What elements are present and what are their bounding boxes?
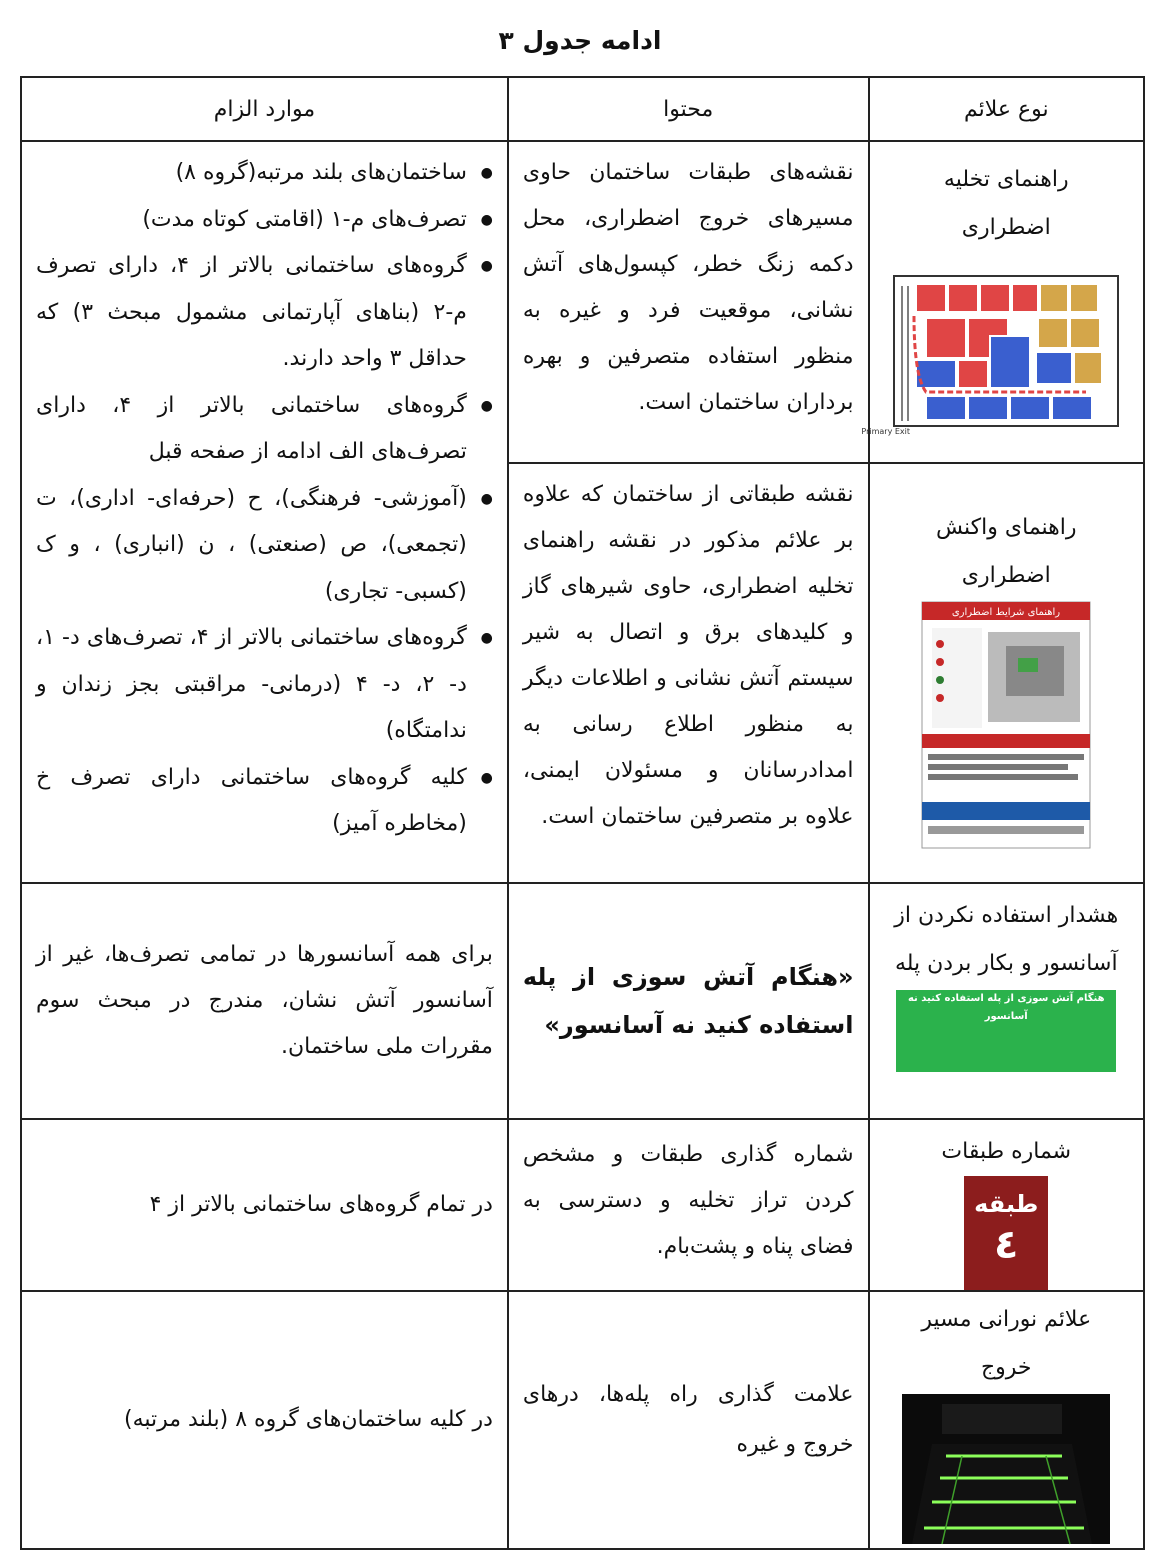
type-label: هشدار استفاده نکردن از آسانسور و بکار بردن پله xyxy=(894,903,1119,976)
table-row xyxy=(21,1119,1144,1291)
type-label: راهنمای تخلیه اضطراری xyxy=(943,167,1069,240)
list-item: ● کلیه گروه‌های ساختمانی دارای تصرف خ (مخاطره آمیز) xyxy=(36,755,493,848)
stairs-sign-image xyxy=(896,990,1116,1072)
glowing-stairs-image xyxy=(902,1394,1110,1544)
signage-table xyxy=(20,76,1145,1550)
sign-text: هنگام آتش سوزی از پله استفاده کنید نه آسانسور xyxy=(907,993,1105,1022)
type-cell xyxy=(869,1291,1144,1549)
list-item: ● تصرف‌های م-۱ (اقامتی کوتاه مدت) xyxy=(36,197,493,244)
content-text: علامت گذاری راه پله‌ها، درهای خروج و غیره xyxy=(522,1382,854,1457)
list-item: ● گروه‌های ساختمانی بالاتر از ۴، دارای تصرف م-۲ (بناهای آپارتمانی مشمول مبحث ۳) که حداقل ۳ واحد دارند. xyxy=(36,243,493,383)
list-item: ● گروه‌های ساختمانی بالاتر از ۴، تصرف‌های د- ۱، د- ۲، د- ۴ (درمانی- مراقبتی بجز زندان و ندامتگاه) xyxy=(36,615,493,755)
page-title: ادامه جدول ۳ xyxy=(498,26,662,55)
floor-number-sign xyxy=(964,1176,1048,1290)
header-type: نوع علائم xyxy=(869,77,1144,141)
type-label: راهنمای واکنش اضطراری xyxy=(936,515,1077,588)
content-cell: شماره گذاری طبقات و مشخص کردن تراز تخلیه و دسترسی به فضای پناه و پشت‌بام. xyxy=(508,1119,869,1291)
floor-sign-label: طبقه xyxy=(974,1190,1039,1218)
requirement-text: در کلیه ساختمان‌های گروه ۸ (بلند مرتبه) xyxy=(123,1407,493,1432)
table-header-row xyxy=(21,77,1144,141)
list-item: ● (آموزشی- فرهنگی)، ح (حرفه‌ای- اداری)، ت (تجمعی)، ص (صنعتی) ، ن (انباری) ، و ک (کسبی- تجاری) xyxy=(36,476,493,616)
type-cell xyxy=(869,463,1144,883)
header-requirements: موارد الزام xyxy=(21,77,508,141)
type-cell xyxy=(861,141,1144,463)
requirement-text: در تمام گروه‌های ساختمانی بالاتر از ۴ xyxy=(149,1192,493,1217)
content-cell: نقشه‌های طبقات ساختمان حاوی مسیرهای خروج اضطراری، محل دکمه زنگ خطر، کپسول‌های آتش نشانی، موقعیت فرد و غیره به منظور استفاده متصرفین و بهره برداران ساختمان است. xyxy=(508,141,869,463)
requirement-text: برای همه آسانسورها در تمامی تصرف‌ها، غیر از آسانسور آتش نشان، مندرج در مبحث سوم مقررات ملی ساختمان. xyxy=(36,942,493,1059)
requirements-list xyxy=(22,142,507,848)
content-cell xyxy=(508,1291,869,1549)
poster-title: راهنمای شرایط اضطراری xyxy=(952,607,1061,618)
emergency-poster-image xyxy=(922,602,1090,848)
table-row xyxy=(21,141,1144,463)
requirement-cell xyxy=(21,1119,508,1291)
type-cell xyxy=(869,1119,1144,1291)
header-content: محتوا xyxy=(508,77,869,141)
list-item: ● ساختمان‌های بلند مرتبه(گروه ۸) xyxy=(36,150,493,197)
table-row xyxy=(21,1291,1144,1549)
table-row xyxy=(21,883,1144,1119)
type-label: علائم نورانی مسیر خروج xyxy=(921,1307,1092,1380)
requirement-cell xyxy=(21,1291,508,1549)
type-label: شماره طبقات xyxy=(941,1139,1072,1164)
floor-sign-number: ٤ xyxy=(994,1222,1019,1268)
requirement-cell xyxy=(21,883,508,1119)
content-cell: نقشه طبقاتی از ساختمان که علاوه بر علائم مذکور در نقشه راهنمای تخلیه اضطراری، حاوی شیرهای گاز و کلیدهای برق و اتصال به شیر سیستم آتش نشانی و اطلاعات دیگر به منظور اطلاع رسانی به امدادرسانان و مسئولان ایمنی، علاوه بر متصرفین ساختمان است. xyxy=(508,463,869,883)
content-cell xyxy=(508,883,869,1119)
map-caption: Primary Exit xyxy=(861,427,911,436)
requirements-cell xyxy=(21,141,508,883)
evacuation-map-image xyxy=(861,256,1126,436)
type-cell xyxy=(869,883,1144,1119)
list-item: ● گروه‌های ساختمانی بالاتر از ۴، دارای تصرف‌های الف ادامه از صفحه قبل xyxy=(36,383,493,476)
warning-text: «هنگام آتش سوزی از پله استفاده کنید نه آسانسور» xyxy=(522,963,854,1039)
